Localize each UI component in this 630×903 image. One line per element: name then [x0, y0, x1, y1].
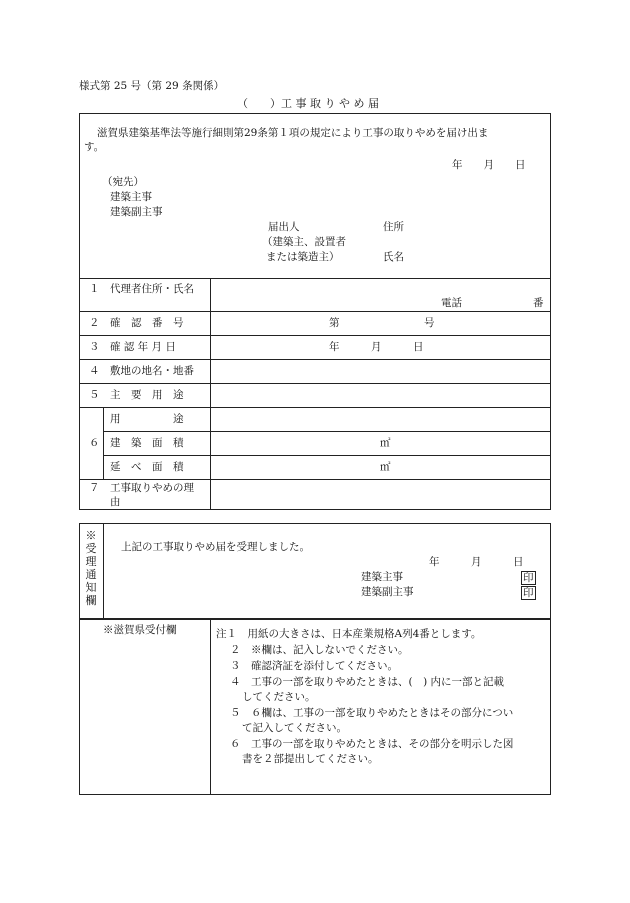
note-5: ５ ６欄は、工事の一部を取りやめたときはその部分につい: [230, 707, 514, 719]
address-label: 住所: [383, 221, 404, 233]
confirmation-number-suffix: 号: [424, 317, 435, 329]
page-title: （ ）工 事 取 り や め 届: [237, 97, 379, 110]
receipt-official-1: 建築主事: [361, 571, 403, 583]
receipt-column-divider: [103, 523, 104, 619]
reason-label-line1: 工事取りやめの理: [110, 482, 194, 494]
receipt-official-2: 建築副主事: [361, 586, 414, 598]
group6-number: ６: [89, 437, 100, 449]
agent-label: １ 代理者住所・氏名: [89, 283, 194, 295]
seal-1: [521, 571, 536, 586]
reason-label-line2: 由: [110, 496, 121, 508]
name-label: 氏名: [383, 251, 404, 263]
note-4-cont: してください。: [242, 691, 316, 703]
declaration-text-line1: 滋賀県建築基準法等施行細則第29条第１項の規定により工事の取りやめを届け出ま: [97, 127, 489, 139]
note-2: ２ ※欄は、記入しないでください。: [230, 644, 409, 656]
table-divider: [79, 383, 551, 384]
submitter-label: 届出人: [268, 221, 300, 233]
table-divider: [79, 311, 551, 312]
form-number: 様式第 25 号（第 29 条関係）: [79, 80, 225, 92]
table-divider: [103, 455, 551, 456]
table-divider: [79, 359, 551, 360]
use-sub-label: 用 途: [110, 413, 184, 425]
table-divider: [79, 335, 551, 336]
floor-area-label: 延 べ 面 積: [110, 461, 184, 473]
receipt-notice-box: [79, 523, 551, 619]
site-label: ４ 敷地の地名・地番: [89, 365, 194, 377]
declaration-text-line2: す。: [84, 141, 105, 153]
confirmation-number-prefix: 第: [329, 317, 340, 329]
submitter-sub-label-2: または築造主）: [266, 251, 340, 263]
reason-number: ７: [89, 482, 100, 494]
reception-label: ※滋賀県受付欄: [103, 624, 177, 636]
phone-suffix: 番: [533, 297, 544, 309]
building-area-label: 建 築 面 積: [110, 437, 184, 449]
seal-mark-1: 印: [523, 572, 534, 584]
note-4: ４ 工事の一部を取りやめたときは、( ) 内に一部と記載: [230, 676, 505, 688]
seal-mark-2: 印: [523, 587, 534, 599]
table-divider: [79, 479, 551, 480]
note-3: ３ 確認済証を添付してください。: [230, 660, 398, 672]
note-5-cont: て記入してください。: [242, 722, 347, 734]
seal-2: [521, 586, 536, 601]
declaration-date: 年 月 日: [452, 159, 526, 171]
table-divider: [79, 278, 551, 279]
addressee-label: （宛先）: [102, 176, 144, 188]
phone-label: 電話: [441, 297, 462, 309]
recipient-deputy-official: 建築副主事: [110, 206, 163, 218]
table-column-divider: [103, 407, 104, 479]
note-6: ６ 工事の一部を取りやめたときは、その部分を明示した図: [230, 738, 514, 750]
reception-column-divider: [210, 619, 211, 795]
receipt-side-label: ※受理通知欄: [85, 529, 97, 607]
main-use-label: ５ 主 要 用 途: [89, 389, 184, 401]
note-1: 注１ 用紙の大きさは、日本産業規格A列4番とします。: [216, 628, 482, 640]
receipt-text: 上記の工事取りやめ届を受理しました。: [121, 541, 310, 553]
table-column-divider: [210, 278, 211, 510]
table-divider: [103, 431, 551, 432]
receipt-date: 年 月 日: [429, 556, 524, 568]
note-6-cont: 書を２部提出してください。: [242, 753, 379, 765]
confirmation-date-label: ３ 確 認 年 月 日: [89, 341, 176, 353]
confirmation-date-value: 年 月 日: [329, 341, 424, 353]
recipient-building-official: 建築主事: [110, 191, 152, 203]
building-area-unit: ㎡: [380, 437, 391, 449]
submitter-sub-label-1: （建築主、設置者: [262, 236, 346, 248]
floor-area-unit: ㎡: [380, 461, 391, 473]
table-divider: [79, 407, 551, 408]
confirmation-number-label: ２ 確 認 番 号: [89, 317, 184, 329]
